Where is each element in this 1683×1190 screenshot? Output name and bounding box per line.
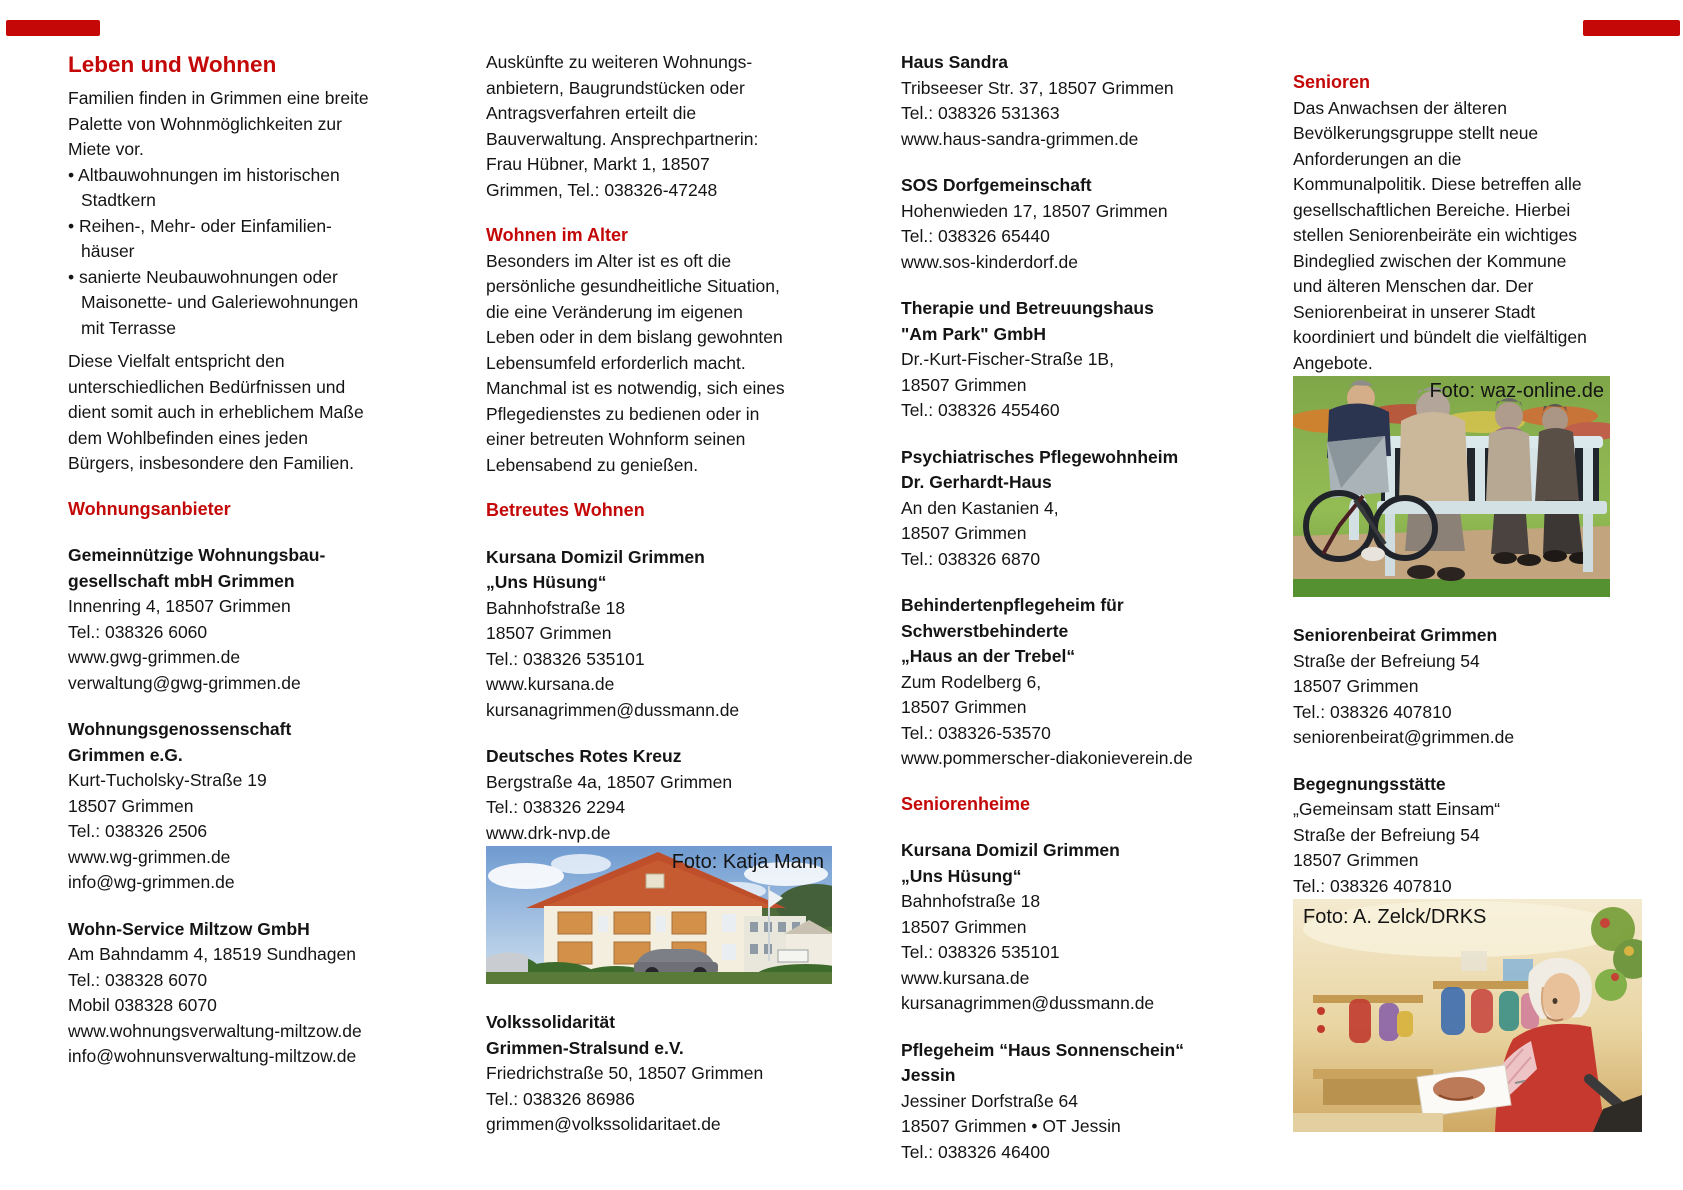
entry-detail: info@wohnunsverwaltung-miltzow.de bbox=[68, 1046, 357, 1066]
photo-credit: Foto: A. Zelck/DRKS bbox=[1303, 906, 1487, 928]
entry-name: Behindertenpflegeheim für bbox=[901, 595, 1124, 615]
entry-detail: 18507 Grimmen bbox=[68, 795, 194, 816]
park-bench-illustration bbox=[1293, 376, 1610, 597]
bullet-line: häuser bbox=[81, 241, 135, 261]
entry-detail: grimmen@volkssolidaritaet.de bbox=[486, 1114, 721, 1134]
entry-detail: Kurt-Tucholsky-Straße 19 bbox=[68, 770, 267, 790]
bullet-line: • sanierte Neubauwohnungen oder bbox=[68, 265, 408, 291]
directory-entry bbox=[1293, 623, 1628, 751]
entry-detail: Zum Rodelberg 6, bbox=[901, 671, 1042, 692]
entry-detail: Bahnhofstraße 18 bbox=[901, 891, 1041, 911]
entry-detail: kursanagrimmen@dussmann.de bbox=[486, 699, 740, 720]
text-line: und älteren Menschen dar. Der bbox=[1293, 276, 1534, 296]
entry-detail: Tel.: 038326 535101 bbox=[901, 942, 1060, 962]
entry-detail: Bahnhofstraße 18 bbox=[486, 597, 626, 618]
text-line: stellen Seniorenbeiräte ein wichtiges bbox=[1293, 225, 1578, 245]
entry-detail: www.sos-kinderdorf.de bbox=[901, 251, 1079, 272]
text-line: Anforderungen an die bbox=[1293, 148, 1462, 169]
entry-name: Seniorenbeirat Grimmen bbox=[1293, 625, 1498, 645]
paragraph bbox=[486, 249, 838, 479]
text-line: koordiniert und bündelt die vielfältigen bbox=[1293, 327, 1587, 347]
entry-detail: 18507 Grimmen bbox=[1293, 850, 1419, 870]
text-line: Bauverwaltung. Ansprechpartnerin: bbox=[486, 128, 759, 149]
entry-detail: info@wg-grimmen.de bbox=[68, 872, 235, 892]
text-line: Lebensabend zu genießen. bbox=[486, 454, 699, 475]
directory-entry bbox=[486, 744, 838, 846]
paragraph bbox=[486, 50, 838, 203]
text-line: Bindeglied zwischen der Kommune bbox=[1293, 250, 1567, 271]
entry-name: Grimmen e.G. bbox=[68, 744, 183, 765]
entry-detail: Tribseeser Str. 37, 18507 Grimmen bbox=[901, 77, 1174, 98]
photo-credit: Foto: Katja Mann bbox=[671, 851, 824, 873]
paragraph bbox=[1293, 96, 1628, 377]
entry-detail: Jessiner Dorfstraße 64 bbox=[901, 1090, 1079, 1111]
entry-detail: Hohenwieden 17, 18507 Grimmen bbox=[901, 200, 1168, 221]
entry-detail: www.kursana.de bbox=[486, 674, 615, 694]
entry-name: gesellschaft mbH Grimmen bbox=[68, 570, 295, 591]
entry-name: "Am Park" GmbH bbox=[901, 323, 1046, 344]
entry-detail: Tel.: 038326 6060 bbox=[68, 621, 208, 642]
entry-name: Therapie und Betreuungshaus bbox=[901, 298, 1154, 318]
entry-name: Psychiatrisches Pflegewohnheim bbox=[901, 446, 1179, 467]
entry-detail: www.kursana.de bbox=[901, 967, 1030, 988]
directory-entry bbox=[901, 50, 1236, 152]
entry-detail: Tel.: 038326 2506 bbox=[68, 821, 208, 841]
entry-name: „Uns Hüsung“ bbox=[486, 572, 607, 592]
text-line: die eine Veränderung im eigenen bbox=[486, 301, 743, 322]
text-line: Palette von Wohnmöglichkeiten zur bbox=[68, 113, 342, 134]
entry-detail: 18507 Grimmen bbox=[901, 697, 1027, 717]
text-line: Lebensumfeld erforderlich macht. bbox=[486, 352, 746, 373]
entry-detail: Tel.: 038326 46400 bbox=[901, 1141, 1050, 1162]
text-line: Diese Vielfalt entspricht den bbox=[68, 351, 285, 371]
text-line: einer betreuten Wohnform seinen bbox=[486, 429, 746, 449]
entry-detail: seniorenbeirat@grimmen.de bbox=[1293, 727, 1515, 747]
entry-detail: Tel.: 038326 6870 bbox=[901, 548, 1041, 569]
directory-entry bbox=[68, 543, 408, 696]
entry-detail: Tel.: 038326 455460 bbox=[901, 400, 1060, 420]
entry-detail: Mobil 038328 6070 bbox=[68, 995, 217, 1015]
photo-seniors-park-bench bbox=[1293, 376, 1610, 597]
section-heading: Senioren bbox=[1293, 72, 1371, 92]
directory-entry bbox=[1293, 772, 1628, 900]
text-line: Miete vor. bbox=[68, 139, 144, 159]
entry-name: Kursana Domizil Grimmen bbox=[901, 840, 1120, 860]
entry-detail: Bergstraße 4a, 18507 Grimmen bbox=[486, 771, 733, 792]
entry-name: Deutsches Rotes Kreuz bbox=[486, 746, 682, 766]
paragraph bbox=[68, 349, 408, 477]
entry-name: Schwerstbehinderte bbox=[901, 620, 1069, 641]
bullet-line: mit Terrasse bbox=[81, 317, 176, 338]
entry-detail: Tel.: 038326 535101 bbox=[486, 648, 645, 669]
entry-name: Begegnungsstätte bbox=[1293, 773, 1446, 794]
entry-name: Wohn-Service Miltzow GmbH bbox=[68, 918, 310, 939]
entry-detail: Tel.: 038326 531363 bbox=[901, 103, 1060, 123]
directory-entry bbox=[901, 1038, 1236, 1166]
text-line: Frau Hübner, Markt 1, 18507 bbox=[486, 154, 710, 174]
section-heading: Wohnen im Alter bbox=[486, 225, 629, 245]
care-home-interior-illustration bbox=[1293, 899, 1642, 1132]
text-line: persönliche gesundheitliche Situation, bbox=[486, 276, 780, 296]
directory-entry bbox=[901, 173, 1236, 275]
text-line: Seniorenbeirat in unserer Stadt bbox=[1293, 301, 1536, 322]
entry-name: Pflegeheim “Haus Sonnenschein“ bbox=[901, 1039, 1184, 1060]
text-line: Manchmal ist es notwendig, sich eines bbox=[486, 378, 785, 398]
column-living-and-housing bbox=[68, 50, 408, 1070]
entry-detail: Friedrichstraße 50, 18507 Grimmen bbox=[486, 1063, 764, 1083]
entry-name: Wohnungsgenossenschaft bbox=[68, 719, 292, 739]
entry-name: Kursana Domizil Grimmen bbox=[486, 546, 705, 567]
column-care-homes bbox=[901, 50, 1236, 1165]
entry-name: Haus Sandra bbox=[901, 52, 1008, 72]
bullet-list bbox=[68, 163, 408, 342]
text-line: Kommunalpolitik. Diese betreffen alle bbox=[1293, 174, 1582, 194]
top-right-red-bar bbox=[1583, 20, 1680, 36]
entry-detail: www.drk-nvp.de bbox=[486, 822, 611, 843]
entry-detail: 18507 Grimmen bbox=[486, 623, 612, 643]
entry-detail: verwaltung@gwg-grimmen.de bbox=[68, 672, 301, 693]
directory-entry bbox=[68, 717, 408, 896]
section-heading: Wohnungsanbieter bbox=[68, 498, 231, 519]
page-title: Leben und Wohnen bbox=[68, 52, 277, 77]
entry-detail: Tel.: 038326 65440 bbox=[901, 226, 1050, 246]
entry-detail: Dr.-Kurt-Fischer-Straße 1B, bbox=[901, 349, 1114, 369]
directory-entry bbox=[901, 593, 1236, 772]
entry-detail: An den Kastanien 4, bbox=[901, 497, 1059, 518]
entry-detail: Tel.: 038326 407810 bbox=[1293, 875, 1452, 896]
column-assisted-living bbox=[486, 50, 838, 1138]
entry-detail: Innenring 4, 18507 Grimmen bbox=[68, 596, 291, 616]
entry-detail: Tel.: 038326 86986 bbox=[486, 1088, 635, 1109]
entry-name: SOS Dorfgemeinschaft bbox=[901, 175, 1092, 195]
entry-name: Jessin bbox=[901, 1065, 956, 1085]
directory-entry bbox=[901, 838, 1236, 1017]
entry-detail: www.gwg-grimmen.de bbox=[68, 647, 241, 667]
entry-detail: Straße der Befreiung 54 bbox=[1293, 650, 1480, 671]
text-line: anbietern, Baugrundstücken oder bbox=[486, 77, 745, 98]
photo-apartment-building bbox=[486, 846, 832, 984]
entry-detail: www.pommerscher-diakonieverein.de bbox=[901, 748, 1193, 768]
entry-detail: www.wohnungsverwaltung-miltzow.de bbox=[68, 1020, 362, 1041]
text-line: gesellschaftlichen Bereiche. Hierbei bbox=[1293, 199, 1571, 220]
entry-name: „Uns Hüsung“ bbox=[901, 865, 1022, 886]
photo-credit: Foto: waz-online.de bbox=[1429, 380, 1604, 402]
bullet-line: • Altbauwohnungen im historischen bbox=[68, 163, 408, 189]
directory-entry bbox=[486, 1010, 838, 1138]
text-line: Auskünfte zu weiteren Wohnungs- bbox=[486, 52, 753, 72]
directory-entry bbox=[901, 445, 1236, 573]
entry-detail: Tel.: 038326-53570 bbox=[901, 722, 1051, 743]
section-heading: Betreutes Wohnen bbox=[486, 500, 645, 520]
text-line: Leben oder in dem bislang gewohnten bbox=[486, 327, 783, 347]
text-line: dem Wohlbefinden eines jeden bbox=[68, 427, 308, 448]
entry-detail: Tel.: 038328 6070 bbox=[68, 969, 208, 990]
entry-detail: 18507 Grimmen bbox=[901, 523, 1027, 543]
entry-detail: „Gemeinsam statt Einsam“ bbox=[1293, 799, 1501, 819]
entry-detail: 18507 Grimmen bbox=[901, 374, 1027, 395]
text-line: unterschiedlichen Bedürfnissen und bbox=[68, 376, 346, 397]
text-line: Familien finden in Grimmen eine breite bbox=[68, 88, 369, 108]
bullet-line: Maisonette- und Galeriewohnungen bbox=[81, 292, 359, 312]
entry-name: „Haus an der Trebel“ bbox=[901, 646, 1076, 666]
column-seniors bbox=[1293, 50, 1628, 1132]
entry-detail: 18507 Grimmen bbox=[901, 916, 1027, 937]
entry-detail: Tel.: 038326 2294 bbox=[486, 797, 626, 817]
top-left-red-bar bbox=[6, 20, 100, 36]
entry-detail: kursanagrimmen@dussmann.de bbox=[901, 993, 1155, 1013]
entry-name: Grimmen-Stralsund e.V. bbox=[486, 1037, 684, 1058]
entry-name: Volkssolidarität bbox=[486, 1012, 616, 1032]
directory-entry bbox=[901, 296, 1236, 424]
directory-entry bbox=[486, 545, 838, 724]
bullet-line: Stadtkern bbox=[81, 190, 156, 210]
text-line: Pflegedienstes zu bedienen oder in bbox=[486, 403, 760, 424]
text-line: Angebote. bbox=[1293, 352, 1373, 373]
entry-detail: 18507 Grimmen bbox=[1293, 676, 1419, 696]
entry-name: Dr. Gerhardt-Haus bbox=[901, 472, 1052, 492]
entry-name: Gemeinnützige Wohnungsbau- bbox=[68, 545, 326, 565]
entry-detail: 18507 Grimmen • OT Jessin bbox=[901, 1116, 1121, 1136]
bullet-line: • Reihen-, Mehr- oder Einfamilien- bbox=[68, 214, 408, 240]
text-line: dient somit auch in erheblichem Maße bbox=[68, 402, 364, 422]
section-heading: Seniorenheime bbox=[901, 793, 1031, 814]
text-line: Grimmen, Tel.: 038326-47248 bbox=[486, 179, 718, 200]
entry-detail: Straße der Befreiung 54 bbox=[1293, 824, 1480, 845]
entry-detail: www.haus-sandra-grimmen.de bbox=[901, 128, 1139, 149]
text-line: Antragsverfahren erteilt die bbox=[486, 103, 697, 123]
entry-detail: Am Bahndamm 4, 18519 Sundhagen bbox=[68, 944, 356, 964]
entry-detail: www.wg-grimmen.de bbox=[68, 846, 231, 867]
text-line: Bevölkerungsgruppe stellt neue bbox=[1293, 123, 1539, 143]
paragraph bbox=[68, 86, 408, 163]
text-line: Besonders im Alter ist es oft die bbox=[486, 250, 732, 271]
photo-elderly-woman-indoors bbox=[1293, 899, 1642, 1132]
directory-entry bbox=[68, 917, 408, 1070]
text-line: Bürgers, insbesondere den Familien. bbox=[68, 453, 354, 473]
text-line: Das Anwachsen der älteren bbox=[1293, 97, 1508, 118]
entry-detail: Tel.: 038326 407810 bbox=[1293, 701, 1452, 722]
